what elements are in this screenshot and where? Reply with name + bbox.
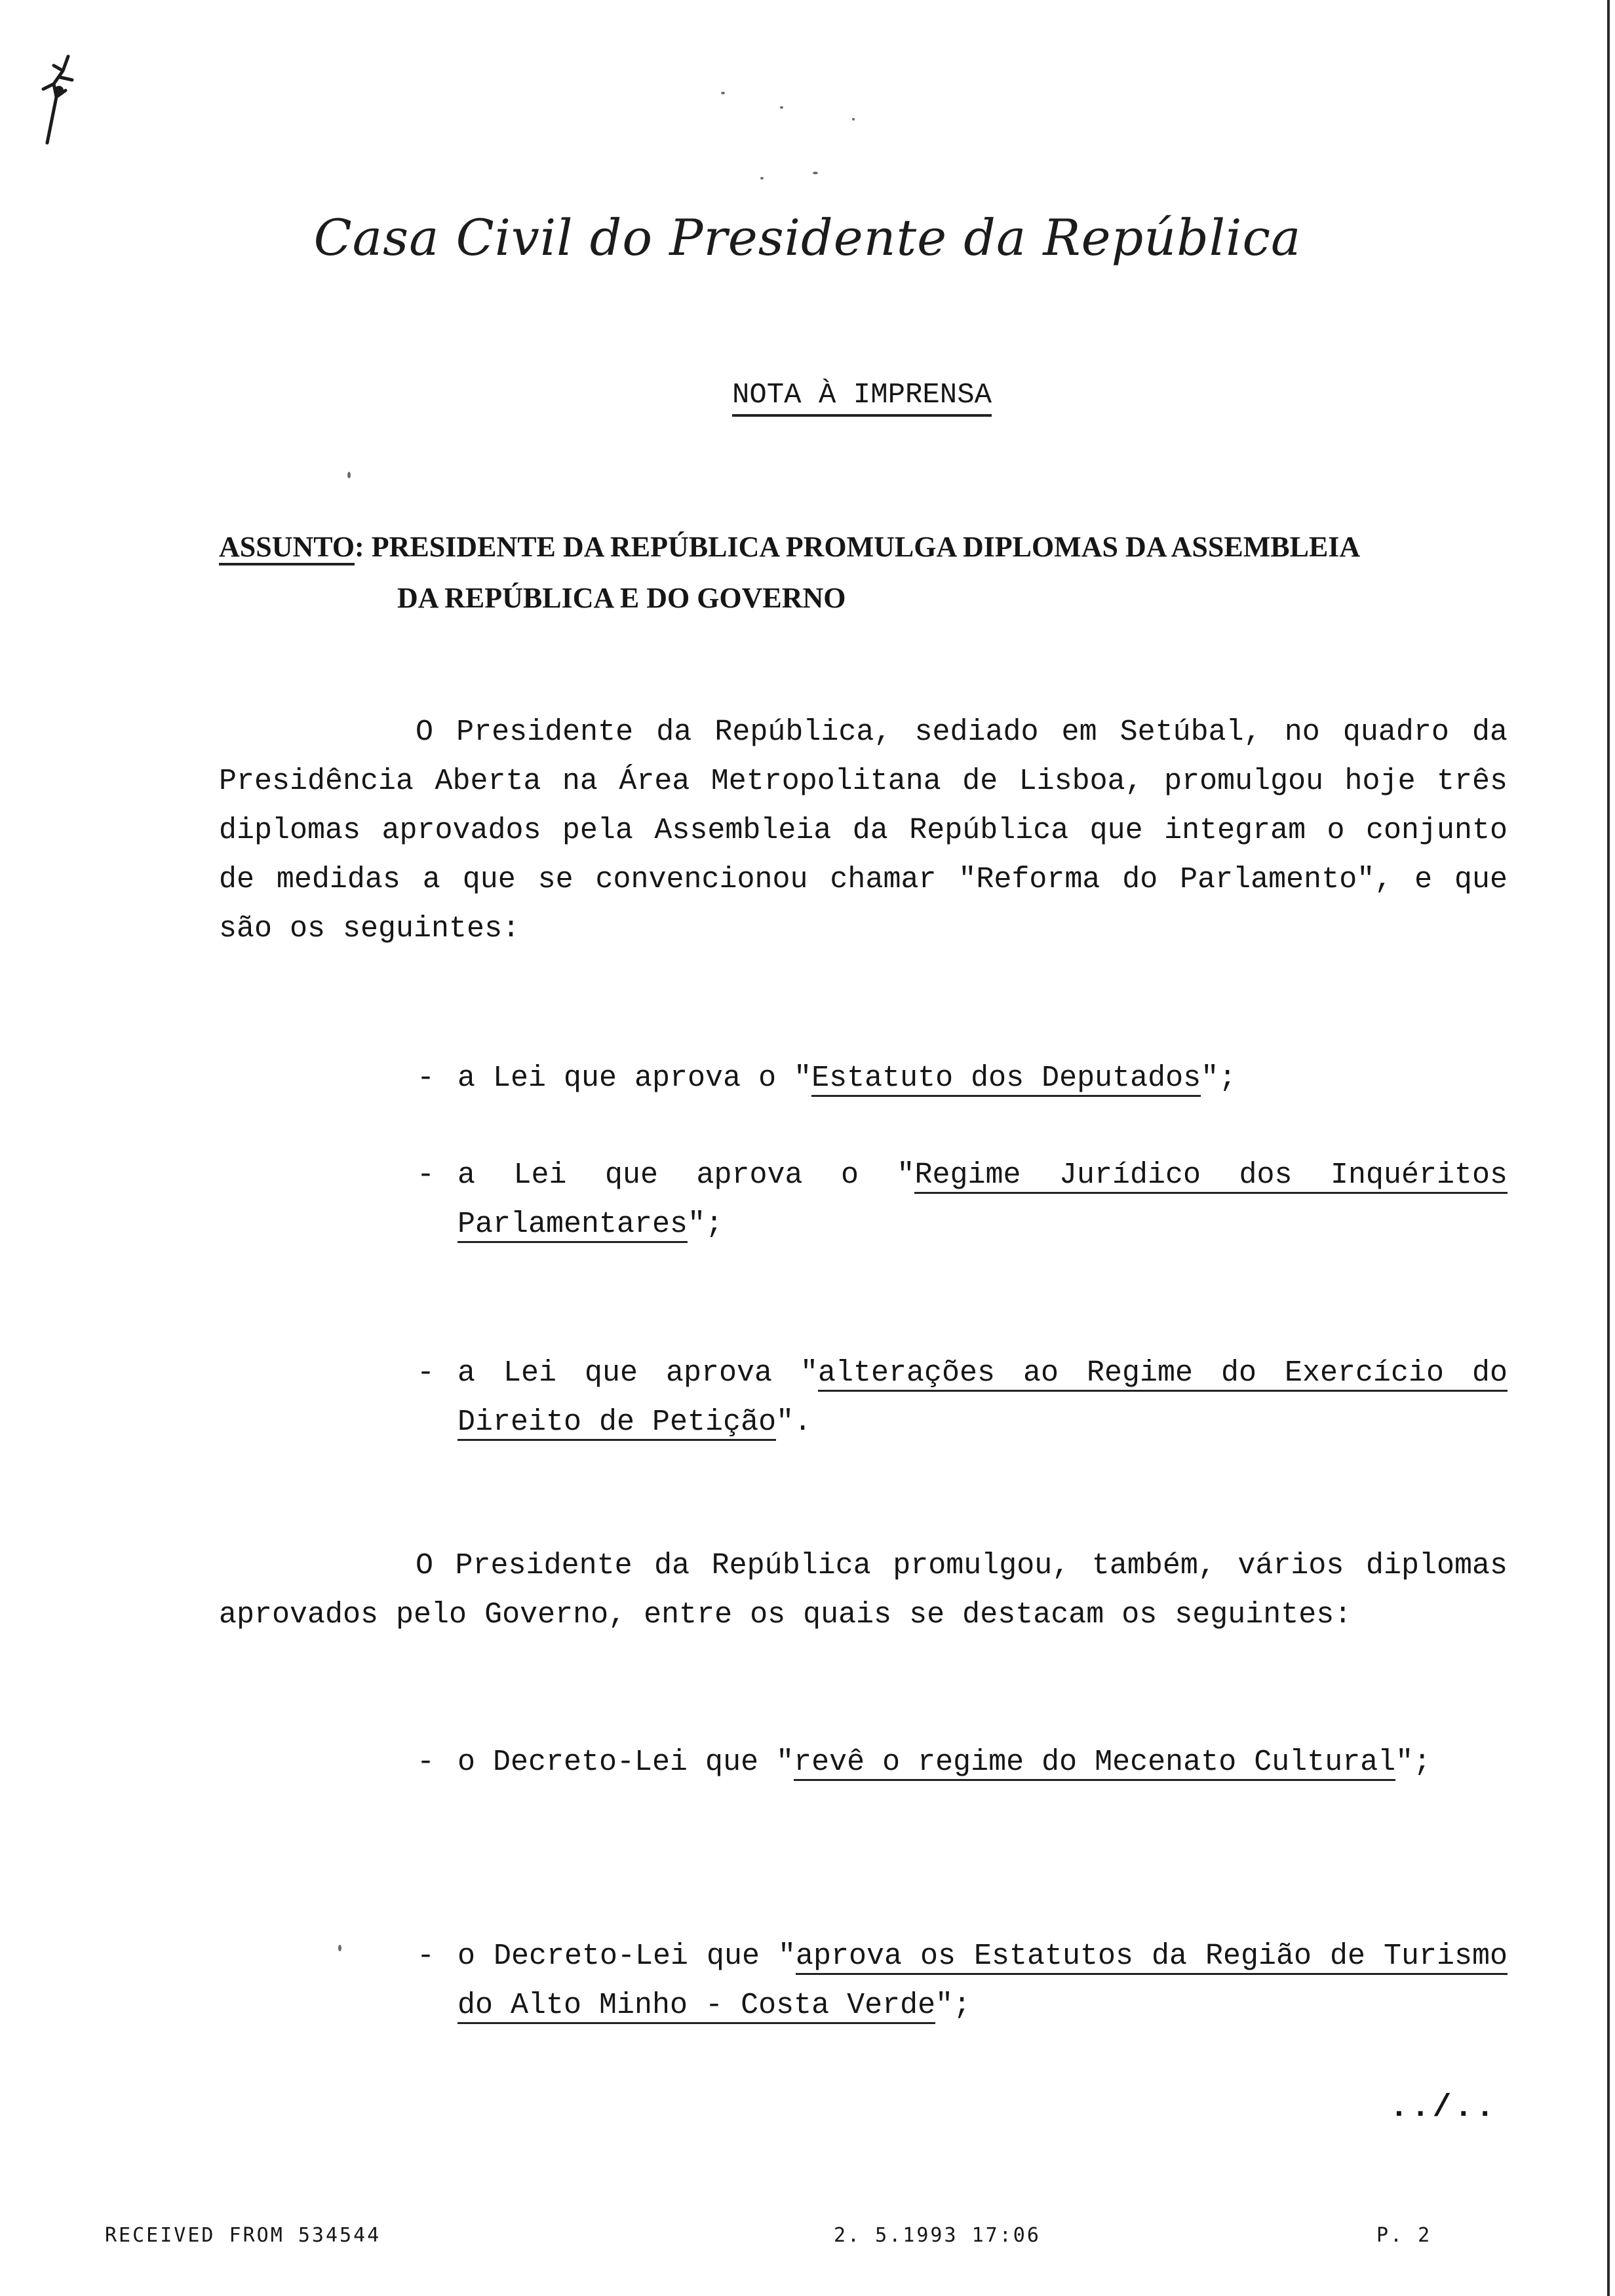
paragraph-1-text: O Presidente da República, sediado em Setúbal, no quadro da Presidência Aberta na Área Metropolitana de Lisboa, promulgou hoje três diplomas aprovados pela Assembleia da República que integram o conjunto de medidas a que se convencionou chamar "Reforma do Parlamento", e que são os seguintes: (219, 716, 1508, 946)
list-item-title: alterações ao Regime do Exercício do Direito de Petição (457, 1356, 1508, 1441)
fax-received-from: RECEIVED FROM 534544 (105, 2224, 381, 2247)
scan-speck (721, 92, 725, 94)
dash-icon: - (417, 1356, 435, 1390)
subject-label: ASSUNTO (219, 531, 355, 565)
document-title (0, 379, 1615, 411)
list-item: - o Decreto-Lei que "revê o regime do Mecenato Cultural"; (417, 1738, 1508, 1787)
fax-page-number: P. 2 (1376, 2224, 1432, 2247)
scan-speck (852, 118, 855, 121)
dash-icon: - (417, 1940, 435, 1973)
emblem-icon (34, 51, 80, 149)
dash-icon: - (417, 1062, 435, 1095)
paragraph-2 (219, 1541, 1508, 1639)
list-item: - o Decreto-Lei que "aprova os Estatutos da Região de Turismo do Alto Minho - Costa Verde"; (417, 1932, 1508, 2030)
scan-speck (347, 472, 351, 478)
list-item: - a Lei que aprova o "Estatuto dos Deputados"; (417, 1054, 1508, 1103)
scan-speck (338, 1945, 341, 1951)
list-item: - a Lei que aprova "alterações ao Regime do Exercício do Direito de Petição". (417, 1349, 1508, 1447)
list-item-title: revê o regime do Mecenato Cultural (794, 1746, 1395, 1781)
list-item-title: Regime Jurídico dos Inquéritos Parlamentares (457, 1158, 1508, 1243)
fax-datetime: 2. 5.1993 17:06 (834, 2224, 1041, 2247)
scan-speck (780, 106, 783, 109)
continuation-mark: ../.. (1390, 2090, 1498, 2126)
list-item-title: aprova os Estatutos da Região de Turismo do Alto Minho - Costa Verde (457, 1940, 1508, 2024)
dash-icon: - (417, 1746, 435, 1779)
scan-speck (760, 177, 764, 180)
letterhead: Casa Civil do Presidente da República (313, 208, 1302, 267)
paragraph-2-text: O Presidente da República promulgou, também, vários diplomas aprovados pelo Governo, entre os quais se destacam os seguintes: (219, 1549, 1508, 1632)
page-edge (1607, 0, 1610, 2296)
document-title-text: NOTA À IMPRENSA (732, 379, 992, 417)
list-item-title: Estatuto dos Deputados (811, 1062, 1201, 1097)
subject-line-1: ASSUNTO: PRESIDENTE DA REPÚBLICA PROMULGA DIPLOMAS DA ASSEMBLEIA (219, 522, 1517, 573)
list-item: - a Lei que aprova o "Regime Jurídico dos Inquéritos Parlamentares"; (417, 1151, 1508, 1249)
scan-speck (813, 172, 818, 174)
dash-icon: - (417, 1158, 435, 1192)
subject-text-2: DA REPÚBLICA E DO GOVERNO (397, 582, 846, 614)
subject-text-1: PRESIDENTE DA REPÚBLICA PROMULGA DIPLOMAS DA ASSEMBLEIA (371, 531, 1361, 563)
paragraph-1 (219, 708, 1508, 953)
subject-block (219, 522, 1517, 624)
